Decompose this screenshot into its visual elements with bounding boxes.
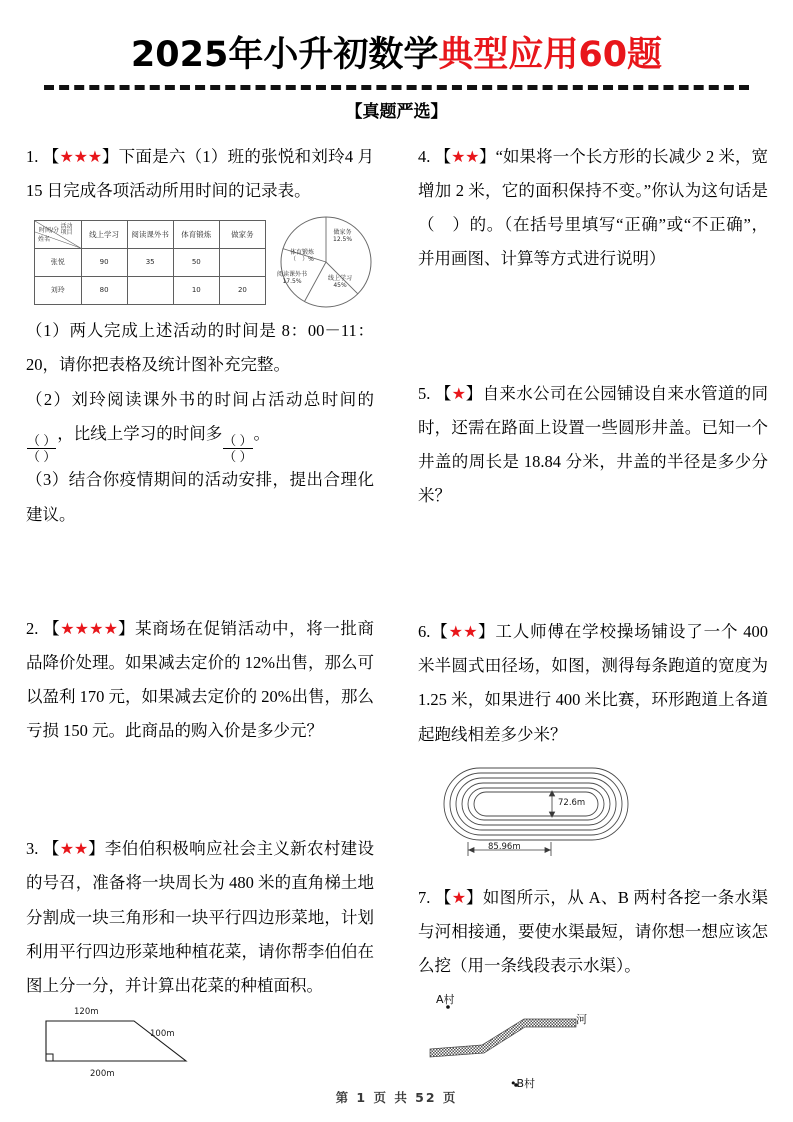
question-5-text: 自来水公司在公园铺设自来水管道的同时，还需在路面上设置一些圆形井盖。已知一个井盖的周长是 18.84 分米，井盖的半径是多少分米？ [418,383,769,505]
table-col-header-0: 线上学习 [81,220,127,248]
corner-label-time: 时间/分 [39,226,60,234]
table-header-row [35,220,266,248]
village-b-label: •B村 [510,1077,536,1091]
fraction-1-numerator: （ ） [27,433,57,449]
question-6: 6.【★★】工人师傅在学校操场铺设了一个 400 米半圆式田径场，如图，测得每条跑道的宽度为 1.25 米，如果进行 400 米比赛，环形跑道上各道起跑线相差多少米？ [418,622,769,744]
fraction-2-denominator: （ ） [223,449,253,465]
row-0-value-3 [219,248,265,276]
page-header [0,0,793,122]
village-a-label: A村 [436,993,455,1007]
pie-label-exercise-value: （ ）% [290,256,314,263]
row-0-name: 张悦 [35,248,82,276]
question-1-part-2 [26,383,374,464]
pie-label-reading [277,272,307,285]
question-1-part-2-mid: ，比线上学习的时间多 [57,423,223,443]
trapezoid-bottom-label: 200m [90,1069,115,1079]
trapezoid-slant-label: 100m [150,1029,175,1039]
question-1-line2: 4 月 15 日完成各项活动所用时间的记录表。 [26,147,375,201]
question-4-number: 4. [418,147,431,166]
row-0-value-0: 90 [81,248,127,276]
question-3-text: 李伯伯积极响应社会主义新农村建设的号召，准备将一块周长为 480 米的直角梯土地分割成一块三角形和一块平行四边形菜地，计划利用平行四边形菜地种植花菜，请你帮李伯伯在图上分一分，并计算出花菜的种植面积。 [26,839,375,995]
pie-label-exercise-name: 体育锻炼 [290,249,315,257]
question-6-stars: ★★ [448,624,478,642]
table-col-header-3: 做家务 [219,220,265,248]
activity-time-table [34,220,266,305]
row-1-value-2: 10 [173,276,219,304]
fraction-2 [223,434,252,463]
row-1-value-1 [127,276,173,304]
pie-label-exercise [290,250,314,263]
question-2: 2. 【★★★★】某商场在促销活动中，将一批商品降价处理。如果减去定价的 12%出售，那么可以盈利 170 元，如果减去定价的 20%出售，那么亏损 150 元。此商品的购入价是多少元？ [26,618,375,741]
fraction-1 [27,434,56,463]
question-1-number: 1. [26,147,39,166]
question-1-part-3-text: （3）结合你疫情期间的活动安排，提出合理化建议。 [26,470,374,524]
row-0-value-1: 35 [127,248,173,276]
fraction-2-numerator: （ ） [223,433,253,449]
pie-label-reading-value: 17.5% [282,278,302,285]
table-col-header-1: 阅读课外书 [127,220,173,248]
activity-pie-chart [278,214,374,310]
pie-label-housework-value: 12.5% [333,236,353,243]
corner-label-activity: 活动项目 [60,222,73,237]
question-3: 3. 【★★】李伯伯积极响应社会主义新农村建设的号召，准备将一块周长为 480 米的直角梯土地分割成一块三角形和一块平行四边形菜地，计划利用平行四边形菜地种植花菜，请你帮李伯伯在图上分一分，并计算出花菜的种植面积。 [26,839,375,995]
question-1-stars: ★★★ [59,149,102,166]
title-black-segment: 2025年小升初数学 [130,35,439,75]
question-5: 5. 【★】自来水公司在公园铺设自来水管道的同时，还需在路面上设置一些圆形井盖。已知一个井盖的周长是 18.84 分米，井盖的半径是多少分米？ [418,383,769,505]
question-6-text: 工人师傅在学校操场铺设了一个 400 米半圆式田径场，如图，测得每条跑道的宽度为 1.25 米，如果进行 400 米比赛，环形跑道上各道起跑线相差多少米？ [418,622,769,744]
question-6-track-figure [436,762,656,867]
river-label: 河 [576,1013,587,1027]
right-column [396,140,792,1091]
table-col-header-2: 体育锻炼 [173,220,219,248]
question-1-part-2-pre: （2）刘玲阅读课外书的时间占活动总时间的 [26,389,374,409]
two-column-body [0,140,793,1091]
question-7: 7. 【★】如图所示，从 A、B 两村各挖一条水渠与河相接通，要使水渠最短，请你想一想应该怎么挖（用一条线段表示水渠）。 [418,887,769,975]
table-row [35,248,266,276]
question-4: 4. 【★★】“如果将一个长方形的长减少 2 米，宽增加 2 米，它的面积保持不变。”你认为这句话是（ ）的。（在括号里填写“正确”或“不正确”，并用画图、计算等方式进行说明） [418,147,769,269]
page-footer: 第 1 页 共 52 页 [335,1090,458,1105]
question-2-number: 2. [26,618,39,638]
question-2-stars: ★★★★ [60,620,119,638]
question-5-number: 5. [418,383,431,403]
question-1-part-2-end: 。 [253,423,271,443]
row-1-value-3: 20 [219,276,265,304]
track-width-label: 85.96m [488,841,521,852]
question-2-text: 某商场在促销活动中，将一批商品降价处理。如果减去定价的 12%出售，那么可以盈利 170 元，如果减去定价的 20%出售，那么亏损 150 元。此商品的购入价是多少元？ [26,618,375,741]
pie-label-housework [333,230,352,243]
title-red-segment: 典型应用60题 [438,35,663,75]
question-6-number: 6. [418,622,431,642]
question-1-figure [34,214,374,310]
track-height-label: 72.6m [558,797,586,808]
question-7-text: 如图所示，从 A、B 两村各挖一条水渠与河相接通，要使水渠最短，请你想一想应该怎么挖（用一条线段表示水渠）。 [418,887,769,975]
page-subtitle: 【真题严选】 [345,101,448,122]
question-3-stars: ★★ [59,841,89,859]
question-5-stars: ★ [451,385,466,403]
corner-label-name: 姓名 [38,236,51,244]
page-title [26,34,767,77]
question-1: 1. 【★★★】下面是六（1）班的张悦和刘玲4 月 15 日完成各项活动所用时间的记录表。 [26,147,375,201]
pie-label-reading-name: 阅读课外书 [277,271,308,279]
left-column [0,140,396,1080]
trapezoid-svg [38,1009,218,1071]
question-7-stars: ★ [451,889,467,907]
question-4-text: “如果将一个长方形的长减少 2 米，宽增加 2 米，它的面积保持不变。”你认为这句话是（ ）的。（在括号里填写“正确”或“不正确”，并用画图、计算等方式进行说明） [418,147,769,269]
dashed-divider [44,85,749,90]
question-7-number: 7. [418,887,431,907]
row-0-value-2: 50 [173,248,219,276]
question-1-line1: 下面是六（1）班的张悦和刘玲 [118,147,345,166]
pie-label-online-name: 线上学习 [328,275,353,283]
pie-label-online [328,276,352,289]
pie-label-online-value: 45% [333,282,347,289]
question-4-stars: ★★ [451,149,479,166]
row-1-name: 刘玲 [35,276,82,304]
running-track-svg [436,762,636,862]
question-3-trapezoid-figure [38,1009,218,1087]
question-1-part-1-text: （1）两人完成上述活动的时间是 8：00－11：20，请你把表格及统计图补充完整。 [26,321,374,375]
fraction-1-denominator: （ ） [27,449,57,465]
question-1-part-3 [26,463,374,531]
pie-label-housework-name: 做家务 [333,229,352,237]
row-1-value-0: 80 [81,276,127,304]
question-3-number: 3. [26,839,39,859]
table-row [35,276,266,304]
question-1-part-1 [26,314,374,382]
trapezoid-top-label: 120m [74,1007,99,1017]
table-corner-header [35,220,82,248]
